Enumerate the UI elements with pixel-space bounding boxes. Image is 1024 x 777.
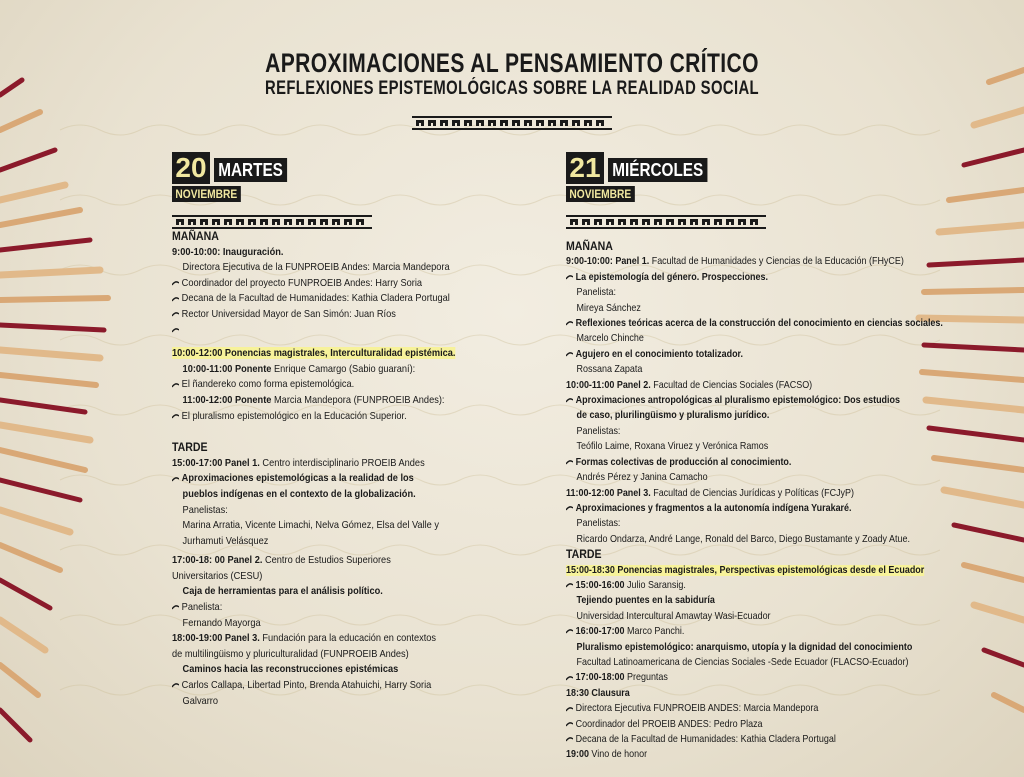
schedule-item: El ñandereko como forma epistemológica. [172,377,436,393]
schedule-item: de multilingüismo y pluriculturalidad (FUNPROEIB Andes) [172,647,409,660]
page-subtitle: REFLEXIONES EPISTEMOLÓGICAS SOBRE LA REALIDAD SOCIAL [264,78,760,99]
schedule-item: 16:00-17:00 Marco Panchi. [566,624,900,639]
schedule-item: 15:00-16:00 Julio Saransig. [566,578,900,593]
schedule-item: Decana de la Facultad de Humanidades: Kathia Cladera Portugal [172,291,436,307]
bullet-icon [172,280,179,286]
schedule-item: 17:00-18:00 Preguntas [566,670,900,685]
section-morning: MAÑANA [566,239,613,253]
schedule-item: 15:00-17:00 Panel 1. Centro interdisciplinario PROEIB Andes [172,456,425,469]
bullet-icon [172,382,179,388]
schedule-item: Panelista: [576,287,616,299]
page-title: APROXIMACIONES AL PENSAMIENTO CRÍTICO [265,48,759,78]
day-name: MIÉRCOLES [608,158,707,182]
section-afternoon: TARDE [172,440,208,455]
highlighted-item: 10:00-12:00 Ponencias magistrales, Interculturalidad epistémica. [172,347,456,360]
schedule-item: Carlos Callapa, Libertad Pinto, Brenda Atahuichi, Harry Soria [172,678,436,694]
section-morning: MAÑANA [172,229,219,243]
day-name: MARTES [214,158,287,182]
bullet-icon [566,675,573,681]
schedule-item: 19:00 Vino de honor [566,749,648,761]
bullet-icon [172,476,179,482]
schedule-day1 [172,229,472,709]
schedule-item: 11:00-12:00 Panel 3. Facultad de Ciencias Jurídicas y Políticas (FCJyP) [566,487,855,499]
month-label: NOVIEMBRE [172,186,241,202]
bullet-icon [172,311,179,317]
bullet-icon [566,397,573,403]
schedule-item: Universitarios (CESU) [172,569,263,582]
schedule-item: Ricardo Ondarza, André Lange, Ronald del Barco, Diego Bustamante y Zoady Atue. [576,533,910,545]
schedule-item: Fernando Mayorga [182,616,261,629]
schedule-item: Tejiendo puentes en la sabiduría [576,595,715,607]
schedule-item: Andrés Pérez y Janina Camacho [576,472,708,484]
schedule-item: Panelistas: [576,518,621,530]
schedule-item: Coordinador del PROEIB ANDES: Pedro Plaza [566,717,900,732]
andean-pattern-band [566,215,766,229]
bullet-icon [566,351,573,357]
bullet-icon [172,413,179,419]
schedule-item: El pluralismo epistemológico en la Educación Superior. [172,409,436,425]
schedule-item: Coordinador del proyecto FUNPROEIB Andes: Harry Soria [172,276,436,292]
schedule-item: 10:00-11:00 Ponente Enrique Camargo (Sabio guaraní): [182,362,416,375]
schedule-item: Directora Ejecutiva de la FUNPROEIB Andes: Marcia Mandepora [182,261,450,274]
bullet-icon [566,274,573,280]
schedule-item: Aproximaciones epistemológicas a la realidad de los [172,471,436,487]
day-number: 21 [566,152,604,184]
schedule-item: 18:30 Clausura [566,687,630,699]
bullet-icon [566,582,573,588]
bullet-icon [172,327,179,333]
schedule-item: Marina Arratia, Vicente Limachi, Nelva Gómez, Elsa del Valle y [182,519,439,532]
schedule-item: La epistemología del género. Prospecciones. [566,270,900,285]
schedule-item: 17:00-18: 00 Panel 2. Centro de Estudios Superiores [172,554,391,567]
bullet-icon [566,505,573,511]
schedule-item: Panelistas: [182,503,228,516]
andean-pattern-band [172,215,372,229]
schedule-item: Aproximaciones antropológicas al pluralismo epistemológico: Dos estudios [566,393,900,408]
schedule-item: 9:00-10:00: Inauguración. [172,245,284,258]
schedule-item: Aproximaciones y fragmentos a la autonomía indígena Yurakaré. [566,501,900,516]
schedule-item: 9:00-10:00: Panel 1. Facultad de Humanidades y Ciencias de la Educación (FHyCE) [566,256,904,268]
schedule-item: Formas colectivas de producción al conocimiento. [566,455,900,470]
schedule-item: de caso, plurilingüismo y pluralismo jurídico. [576,410,770,422]
bullet-icon [566,706,573,712]
schedule-item: Panelistas: [576,425,621,437]
schedule-item: Caminos hacia las reconstrucciones epistémicas [182,663,399,676]
schedule-item: Directora Ejecutiva FUNPROEIB ANDES: Marcia Mandepora [566,701,900,716]
schedule-item: pueblos indígenas en el contexto de la globalización. [182,487,416,500]
bullet-icon [566,736,573,742]
section-afternoon: TARDE [566,547,602,562]
schedule-item: Reflexiones teóricas acerca de la construcción del conocimiento en ciencias sociales. [566,316,900,331]
bullet-row [172,323,436,339]
schedule-item: 10:00-11:00 Panel 2. Facultad de Ciencias Sociales (FACSO) [566,379,813,391]
left-textile-fringe [0,0,120,777]
schedule-item: Jurhamuti Velásquez [182,534,269,547]
schedule-item: Caja de herramientas para el análisis político. [182,585,383,598]
schedule-item: Pluralismo epistemológico: anarquismo, utopía y la dignidad del conocimiento [576,641,913,653]
schedule-item: Rossana Zapata [576,364,643,376]
schedule-item: Facultad Latinoamericana de Ciencias Sociales -Sede Ecuador (FLACSO-Ecuador) [576,656,909,668]
day-number: 20 [172,152,210,184]
schedule-item: Teófilo Laime, Roxana Viruez y Verónica Ramos [576,441,769,453]
schedule-item: 18:00-19:00 Panel 3. Fundación para la educación en contextos [172,632,437,645]
andean-pattern-band [412,116,612,130]
month-label: NOVIEMBRE [566,186,635,202]
highlighted-item: 15:00-18:30 Ponencias magistrales, Perspectivas epistemológicas desde el Ecuador [566,564,925,576]
schedule-item: Agujero en el conocimiento totalizador. [566,347,900,362]
schedule-item: Decana de la Facultad de Humanidades: Kathia Cladera Portugal [566,732,900,747]
schedule-item: Marcelo Chinche [576,333,644,345]
schedule-item: 11:00-12:00 Ponente Marcia Mandepora (FUNPROEIB Andes): [182,393,445,406]
schedule-item: Galvarro [182,694,218,707]
bullet-icon [566,459,573,465]
bullet-icon [566,628,573,634]
schedule-item: Universidad Intercultural Amawtay Wasi-Ecuador [576,610,771,622]
schedule-day2 [566,239,946,763]
bullet-icon [172,296,179,302]
bullet-icon [172,604,179,610]
schedule-item: Panelista: [172,600,436,616]
schedule-item: Rector Universidad Mayor de San Simón: Juan Ríos [172,307,436,323]
bullet-icon [172,682,179,688]
bullet-icon [566,721,573,727]
schedule-item: Mireya Sánchez [576,302,641,314]
bullet-icon [566,320,573,326]
